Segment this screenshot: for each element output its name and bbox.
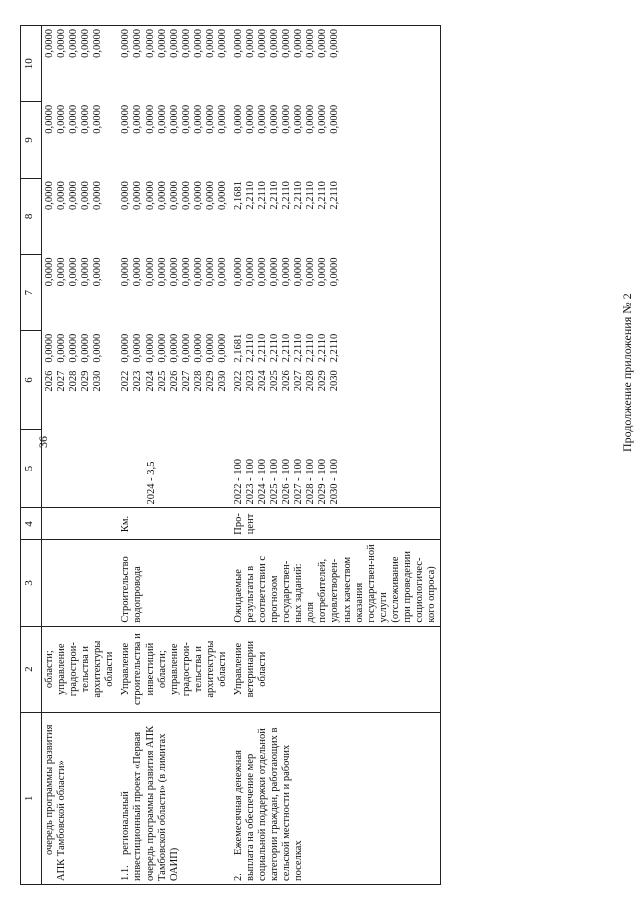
funding-value: 0,0000 (120, 181, 132, 211)
funding-value: 0,0000 (204, 333, 216, 363)
funding-value: 0,0000 (216, 181, 228, 211)
table-row (231, 26, 441, 885)
unit-text: Про-цент (232, 513, 256, 535)
year-value-line (217, 334, 229, 426)
year-value-line (205, 334, 217, 426)
funding-value: 0,0000 (281, 104, 293, 134)
program-table (20, 25, 441, 885)
year-label: 2023 (132, 370, 144, 392)
funding-value: 0,0000 (144, 104, 156, 134)
funding-value: 0,0000 (192, 181, 204, 211)
year-label: 2023 (245, 370, 256, 392)
funding-value: 0,0000 (257, 29, 269, 58)
funding-value: 0,0000 (192, 104, 204, 134)
funding-value: 2,2110 (257, 333, 269, 363)
target-cell (42, 429, 119, 508)
funding-value: 0,0000 (305, 257, 317, 287)
header-cell: 10 (21, 26, 42, 102)
funding-value: 0,0000 (305, 104, 317, 134)
target-cell (231, 429, 441, 508)
executor-text: Управление строительства и инвестиций области; управление градострои-тельства и архитектуры области (120, 633, 228, 706)
funding-value: 0,0000 (180, 29, 192, 58)
year-value-line (181, 334, 193, 426)
year-label: 2029 (317, 370, 329, 392)
funding-value: 0,0000 (281, 29, 293, 58)
year-value-line (293, 334, 305, 426)
name-cell (42, 712, 119, 884)
funding-value: 0,0000 (305, 29, 317, 58)
funding-value: 0,0000 (144, 257, 156, 287)
row-name: очередь программы развития АПК Тамбовской области» (44, 724, 68, 881)
funding-c10-cell (42, 26, 119, 102)
funding-value: 0,0000 (317, 104, 329, 134)
header-cell: 9 (21, 102, 42, 178)
name-cell (118, 712, 231, 884)
year-label: 2027 (293, 370, 305, 392)
funding-c7-cell (118, 254, 231, 330)
funding-value: 0,0000 (204, 104, 216, 134)
funding-value: 0,0000 (132, 181, 144, 211)
target-value: 2025 - 100 (269, 458, 281, 505)
funding-total-cell (118, 331, 231, 429)
row-number: 1.1. (120, 865, 132, 881)
funding-value: 0,0000 (120, 104, 132, 134)
year-label: 2028 (305, 370, 317, 392)
funding-value: 0,0000 (156, 181, 168, 211)
funding-value: 0,0000 (192, 333, 204, 363)
year-label: 2030 (329, 370, 341, 392)
target-value: 2027 - 100 (293, 458, 305, 505)
year-value-line (92, 334, 104, 426)
funding-value: 2,2110 (281, 181, 293, 210)
funding-value: 0,0000 (317, 29, 329, 58)
year-label: 2028 (68, 370, 80, 392)
funding-value: 0,0000 (80, 181, 92, 211)
funding-value: 2,2110 (269, 333, 281, 363)
funding-value: 0,0000 (44, 181, 55, 211)
funding-value: 0,0000 (204, 257, 216, 287)
funding-value: 0,0000 (257, 104, 269, 134)
year-label: 2027 (180, 370, 192, 392)
indicator-cell (42, 540, 119, 626)
funding-value: 0,0000 (80, 104, 92, 134)
funding-c7-cell (42, 254, 119, 330)
funding-value: 0,0000 (180, 333, 192, 363)
year-value-line (233, 334, 245, 426)
funding-c8-cell (118, 178, 231, 254)
year-value-line (56, 334, 68, 426)
funding-value: 0,0000 (120, 333, 132, 363)
funding-value: 0,0000 (281, 257, 293, 287)
funding-value: 0,0000 (216, 257, 228, 287)
funding-value: 2,2110 (317, 181, 329, 210)
funding-value: 0,0000 (68, 181, 80, 211)
funding-c10-cell (118, 26, 231, 102)
rotated-table-area (20, 25, 610, 885)
year-label: 2025 (156, 370, 168, 392)
year-label: 2028 (192, 370, 204, 392)
funding-value: 0,0000 (269, 257, 281, 287)
target-value: 2022 - 100 (232, 458, 244, 505)
funding-value: 0,0000 (92, 29, 104, 58)
unit-text: Км. (120, 515, 132, 533)
page-number: 36 (36, 436, 50, 448)
header-cell: 1 (21, 712, 42, 884)
table-row (118, 26, 231, 885)
funding-value: 0,0000 (245, 29, 256, 58)
year-value-line (169, 334, 181, 426)
funding-value: 0,0000 (293, 104, 305, 134)
target-value: 2030 - 100 (329, 458, 341, 505)
year-value-line (269, 334, 281, 426)
executor-cell (231, 626, 441, 712)
funding-value: 0,0000 (216, 333, 228, 363)
funding-value: 0,0000 (56, 29, 68, 58)
indicator-text: Строительство водопровода (120, 556, 144, 623)
header-cell: 2 (21, 626, 42, 712)
year-value-line (145, 334, 157, 426)
funding-value: 0,0000 (144, 181, 156, 211)
funding-value: 0,0000 (329, 29, 341, 58)
header-cell: 6 (21, 331, 42, 429)
funding-value: 0,0000 (293, 257, 305, 287)
header-row (21, 26, 42, 885)
funding-c7-cell (231, 254, 441, 330)
funding-value: 0,0000 (168, 333, 180, 363)
year-value-line (281, 334, 293, 426)
year-value-line (68, 334, 80, 426)
year-label: 2025 (269, 370, 281, 392)
funding-value: 0,0000 (168, 104, 180, 134)
funding-value: 2,2110 (245, 333, 256, 363)
header-cell: 8 (21, 178, 42, 254)
target-cell (118, 429, 231, 508)
funding-value: 0,0000 (68, 104, 80, 134)
funding-value: 0,0000 (257, 257, 269, 287)
funding-value: 2,2110 (293, 333, 305, 363)
funding-value: 2,2110 (305, 333, 317, 363)
unit-cell (231, 508, 441, 540)
funding-value: 0,0000 (204, 29, 216, 58)
funding-value: 0,0000 (132, 104, 144, 134)
funding-value: 0,0000 (132, 29, 144, 58)
row-name: Ежемесячная денежная выплата на обеспечение мер социальной поддержки отдельной категории граждан, работающих в сельской местности и рабочих поселках (232, 727, 305, 881)
target-value: 2026 - 100 (281, 458, 293, 505)
executor-cell (42, 626, 119, 712)
funding-c8-cell (42, 178, 119, 254)
funding-value: 0,0000 (232, 104, 244, 134)
target-value: 2029 - 100 (317, 458, 329, 505)
funding-value: 0,0000 (56, 257, 68, 287)
funding-value: 2,1681 (232, 333, 244, 363)
funding-value: 0,0000 (168, 181, 180, 211)
funding-value: 0,0000 (144, 29, 156, 58)
executor-text: Управление ветеринарии области (232, 640, 269, 698)
year-value-line (157, 334, 169, 426)
funding-value: 0,0000 (168, 257, 180, 287)
year-label: 2030 (216, 370, 228, 392)
year-value-line (44, 334, 56, 426)
funding-value: 0,0000 (216, 104, 228, 134)
year-label: 2026 (168, 370, 180, 392)
funding-value: 0,0000 (92, 104, 104, 134)
header-cell: 4 (21, 508, 42, 540)
funding-value: 0,0000 (156, 333, 168, 363)
row-name: региональный инвестиционный проект «Первая очередь программы развития АПК Тамбовской области» (в лимитах ОАИП) (120, 725, 180, 881)
funding-value: 0,0000 (56, 181, 68, 211)
funding-value: 0,0000 (68, 29, 80, 58)
row-number: 2. (232, 873, 244, 881)
funding-value: 2,2110 (245, 181, 256, 210)
funding-value: 2,1681 (232, 181, 244, 211)
funding-value: 0,0000 (204, 181, 216, 211)
funding-value: 0,0000 (192, 257, 204, 287)
funding-total-cell (231, 331, 441, 429)
funding-value: 2,2110 (257, 181, 269, 210)
funding-value: 0,0000 (180, 257, 192, 287)
year-label: 2029 (204, 370, 216, 392)
header-cell: 7 (21, 254, 42, 330)
funding-value: 0,0000 (80, 29, 92, 58)
year-value-line (193, 334, 205, 426)
funding-value: 0,0000 (317, 257, 329, 287)
funding-value: 0,0000 (156, 104, 168, 134)
funding-value: 0,0000 (44, 104, 55, 134)
year-value-line (245, 334, 257, 426)
year-label: 2022 (232, 370, 244, 392)
unit-cell (42, 508, 119, 540)
executor-text: области; управление градострои-тельства и архитектуры области (44, 640, 116, 698)
funding-value: 0,0000 (92, 257, 104, 287)
funding-value: 2,2110 (329, 333, 341, 363)
funding-c10-cell (231, 26, 441, 102)
unit-cell (118, 508, 231, 540)
funding-value: 2,2110 (269, 181, 281, 210)
indicator-cell (231, 540, 441, 626)
appendix-caption: Продолжение приложения № 2 (620, 293, 634, 452)
year-label: 2026 (281, 370, 293, 392)
executor-cell (118, 626, 231, 712)
funding-value: 0,0000 (329, 104, 341, 134)
funding-value: 0,0000 (245, 104, 256, 134)
year-label: 2024 (144, 370, 156, 392)
funding-value: 0,0000 (56, 333, 68, 363)
funding-value: 0,0000 (216, 29, 228, 58)
year-value-line (132, 334, 144, 426)
funding-value: 0,0000 (156, 29, 168, 58)
funding-value: 0,0000 (156, 257, 168, 287)
funding-total-cell (42, 331, 119, 429)
funding-value: 0,0000 (329, 257, 341, 287)
header-cell: 3 (21, 540, 42, 626)
funding-value: 0,0000 (168, 29, 180, 58)
target-value: 2023 - 100 (245, 458, 256, 505)
funding-value: 0,0000 (80, 333, 92, 363)
target-value: 2024 - 3,5 (146, 461, 158, 505)
header-cell: 5 (21, 429, 42, 508)
funding-value: 2,2110 (293, 181, 305, 210)
funding-value: 0,0000 (293, 29, 305, 58)
target-value: 2024 - 100 (257, 458, 269, 505)
funding-value: 2,2110 (281, 333, 293, 363)
target-value: 2028 - 100 (305, 458, 317, 505)
funding-value: 2,2110 (317, 333, 329, 363)
indicator-cell (118, 540, 231, 626)
funding-value: 0,0000 (269, 29, 281, 58)
year-label: 2022 (120, 370, 132, 392)
funding-value: 2,2110 (305, 181, 317, 210)
year-label: 2027 (56, 370, 68, 392)
funding-value: 0,0000 (192, 29, 204, 58)
year-value-line (305, 334, 317, 426)
year-label: 2026 (44, 370, 55, 392)
year-label: 2024 (257, 370, 269, 392)
funding-value: 0,0000 (232, 29, 244, 58)
funding-value: 0,0000 (44, 333, 55, 363)
table-body (42, 26, 441, 885)
funding-value: 0,0000 (132, 333, 144, 363)
year-value-line (257, 334, 269, 426)
funding-value: 0,0000 (120, 29, 132, 58)
year-value-line (317, 334, 329, 426)
funding-value: 0,0000 (44, 257, 55, 287)
year-label: 2029 (80, 370, 92, 392)
funding-c9-cell (118, 102, 231, 178)
funding-value: 0,0000 (269, 104, 281, 134)
funding-value: 0,0000 (180, 104, 192, 134)
year-label: 2030 (92, 370, 104, 392)
funding-value: 0,0000 (92, 333, 104, 363)
funding-value: 0,0000 (68, 257, 80, 287)
year-value-line (80, 334, 92, 426)
funding-value: 0,0000 (68, 333, 80, 363)
funding-value: 0,0000 (56, 104, 68, 134)
funding-value: 0,0000 (180, 181, 192, 211)
funding-c8-cell (231, 178, 441, 254)
indicator-text: Ожидаемые результаты в соответствии с прогнозом государствен-ных заданий: доля потребителей, удовлетворен-ных качеством оказания государствен-ной услуги (отслеживание при проведении социологичес-кого опроса) (232, 544, 437, 623)
funding-c9-cell (231, 102, 441, 178)
funding-value: 0,0000 (120, 257, 132, 287)
funding-value: 0,0000 (80, 257, 92, 287)
funding-value: 0,0000 (144, 333, 156, 363)
year-value-line (329, 334, 341, 426)
funding-value: 0,0000 (245, 257, 256, 287)
funding-c9-cell (42, 102, 119, 178)
funding-value: 0,0000 (232, 257, 244, 287)
name-cell (231, 712, 441, 884)
year-value-line (120, 334, 132, 426)
funding-value: 0,0000 (132, 257, 144, 287)
funding-value: 0,0000 (44, 29, 55, 58)
table-row (42, 26, 119, 885)
funding-value: 0,0000 (92, 181, 104, 211)
funding-value: 2,2110 (329, 181, 341, 210)
